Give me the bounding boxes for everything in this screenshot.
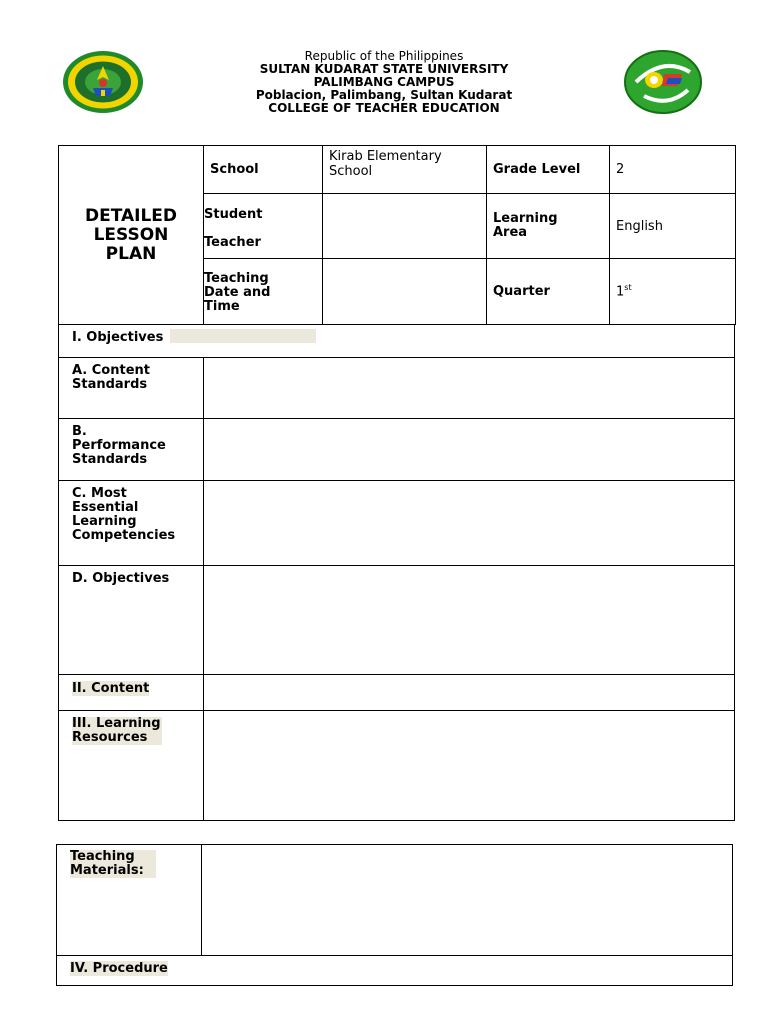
learning-area-value-cell[interactable] [610,194,736,259]
learning-resources-label: III. Learning Resources [72,716,161,745]
teaching-date-label: Teaching Date and Time [204,271,271,314]
melc-label: C. Most Essential Learning Competencies [72,486,176,543]
learning-resources-value-cell[interactable] [204,711,735,821]
school-label: School [210,162,259,177]
content-standards-label-cell [59,358,204,419]
school-value-cell[interactable] [323,146,487,194]
teaching-materials-label-cell [57,845,202,956]
performance-standards-value-cell[interactable] [204,419,735,481]
student-teacher-label-cell [204,194,323,259]
campus-name: PALIMBANG CAMPUS [313,75,455,89]
campus-address: Poblacion, Palimbang, Sultan Kudarat [255,88,513,102]
objectives-d-value-cell[interactable] [204,566,735,675]
quarter-value-cell[interactable] [610,259,736,325]
university-name: SULTAN KUDARAT STATE UNIVERSITY [259,62,509,76]
objectives-highlight-bar [170,329,316,343]
objectives-table [58,324,735,821]
objectives-heading: I. Objectives [72,330,164,345]
title-cell [59,146,204,325]
content-label: II. Content [72,681,150,696]
grade-level-label: Grade Level [493,162,581,177]
melc-value-cell[interactable] [204,481,735,566]
performance-standards-label-cell [59,419,204,481]
school-label-cell [204,146,323,194]
materials-table [56,844,733,986]
learning-resources-label-cell [59,711,204,821]
content-standards-value-cell[interactable] [204,358,735,419]
procedure-row [57,956,733,986]
grade-level-label-cell [487,146,610,194]
content-value-cell[interactable] [204,675,735,711]
teaching-materials-value-cell[interactable] [201,845,732,956]
learning-area-value: English [616,218,663,234]
procedure-heading: IV. Procedure [70,961,168,976]
teaching-date-label-cell [204,259,323,325]
student-label: Student [204,207,263,222]
lesson-info-table [58,145,736,325]
objectives-row [59,325,735,358]
quarter-value: 1 [616,284,625,300]
content-label-cell [59,675,204,711]
teaching-date-value-cell[interactable] [323,259,487,325]
quarter-label-cell [487,259,610,325]
learning-area-label: Learning Area [493,211,558,240]
student-teacher-value-cell[interactable] [323,194,487,259]
grade-level-value-cell[interactable] [610,146,736,194]
grade-level-value: 2 [616,162,625,177]
quarter-suffix: st [624,283,632,293]
college-name: COLLEGE OF TEACHER EDUCATION [268,101,500,115]
learning-area-label-cell [487,194,610,259]
quarter-label: Quarter [493,284,550,299]
performance-standards-label: B. Performance Standards [72,424,166,467]
republic-line: Republic of the Philippines [304,49,464,63]
melc-label-cell [59,481,204,566]
school-value: Kirab Elementary School [329,149,442,179]
teaching-materials-label: Teaching Materials: [70,850,156,878]
objectives-d-label: D. Objectives [72,571,170,586]
objectives-d-label-cell [59,566,204,675]
teacher-label: Teacher [204,235,261,250]
content-standards-label: A. Content Standards [72,363,150,392]
lesson-plan-title: DETAILED LESSON PLAN [84,205,178,264]
